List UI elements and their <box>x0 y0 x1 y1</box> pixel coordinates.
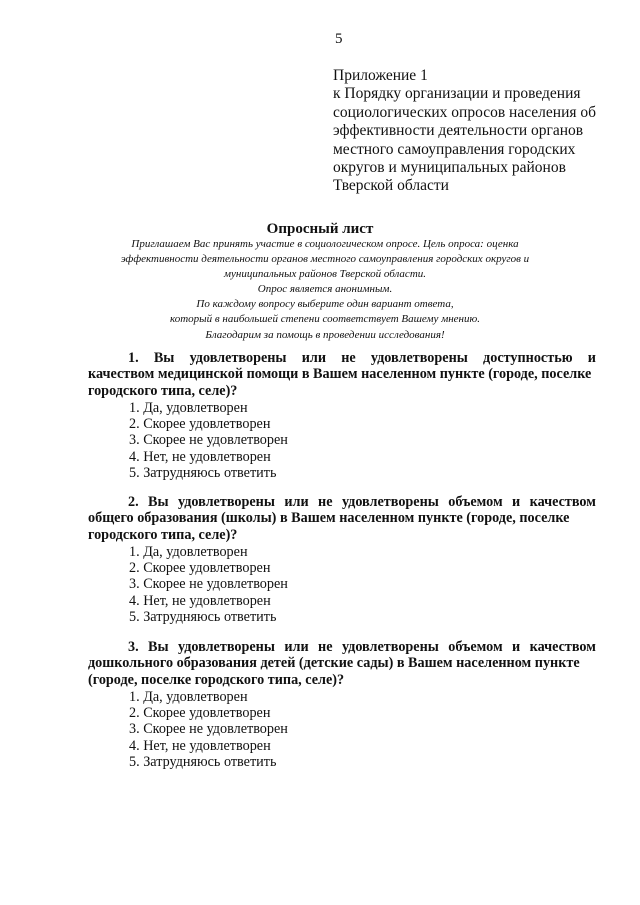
answer-option[interactable]: 2. Скорее удовлетворен <box>129 416 271 433</box>
question-text <box>88 350 596 399</box>
question-line: общего образования (школы) в Вашем населенном пункте (городе, поселке <box>88 510 570 527</box>
intro-line: Опрос является анонимным. <box>257 283 393 296</box>
appendix-line: к Порядку организации и проведения <box>333 85 581 103</box>
question-line: (городе, поселке городского типа, селе)? <box>88 671 345 688</box>
intro-line: По каждому вопросу выберите один вариант ответа, <box>196 298 454 311</box>
appendix-line: округов и муниципальных районов <box>333 159 566 177</box>
question-word: объемом <box>448 494 503 510</box>
question-word: или <box>284 639 309 655</box>
appendix-line: Приложение 1 <box>333 67 428 84</box>
answer-option[interactable]: 1. Да, удовлетворен <box>129 688 248 705</box>
question-word: удовлетворены <box>178 639 275 655</box>
question-line: городского типа, селе)? <box>88 526 238 543</box>
answer-option[interactable]: 5. Затрудняюсь ответить <box>129 464 277 481</box>
survey-question <box>88 350 596 481</box>
answer-option[interactable]: 2. Скорее удовлетворен <box>129 560 271 577</box>
intro-line: Благодарим за помощь в проведении исследования! <box>205 328 445 341</box>
question-word: Вы <box>153 350 175 366</box>
question-word: не <box>318 639 333 655</box>
question-word: Вы <box>148 494 169 510</box>
answer-option[interactable]: 4. Нет, не удовлетворен <box>129 737 271 754</box>
survey-question <box>88 494 596 625</box>
question-word: и <box>512 494 521 510</box>
survey-question <box>88 639 596 770</box>
answer-option[interactable]: 2. Скорее удовлетворен <box>129 705 271 722</box>
question-line: дошкольного образования детей (детские сады) в Вашем населенном пункте <box>88 655 580 672</box>
question-number: 2. <box>128 494 139 510</box>
question-word: удовлетворены <box>370 350 468 366</box>
answer-option[interactable]: 1. Да, удовлетворен <box>129 399 248 416</box>
question-word: не <box>341 350 356 366</box>
intro-line: муниципальных районов Тверской области. <box>223 268 427 281</box>
question-word: качеством <box>529 639 596 655</box>
question-line: городского типа, селе)? <box>88 382 238 399</box>
answer-option[interactable]: 5. Затрудняюсь ответить <box>129 753 277 770</box>
intro-line: эффективности деятельности органов местного самоуправления городских округов и <box>120 253 530 266</box>
question-number: 3. <box>128 639 139 655</box>
intro-line: Приглашаем Вас принять участие в социологическом опросе. Цель опроса: оценка <box>131 238 519 250</box>
answer-option[interactable]: 4. Нет, не удовлетворен <box>129 448 271 465</box>
question-word: или <box>284 494 309 510</box>
question-text <box>88 494 596 543</box>
question-word: и <box>512 639 521 655</box>
question-word: удовлетворены <box>341 639 439 655</box>
question-number: 1. <box>128 350 139 366</box>
page-number: 5 <box>335 31 343 47</box>
answer-option[interactable]: 1. Да, удовлетворен <box>129 543 248 560</box>
answer-option[interactable]: 5. Затрудняюсь ответить <box>129 608 277 625</box>
question-word: или <box>301 350 327 366</box>
question-word: и <box>587 350 596 366</box>
answer-option[interactable]: 4. Нет, не удовлетворен <box>129 592 271 609</box>
appendix-line: социологических опросов населения об <box>333 103 597 121</box>
question-word: удовлетворены <box>341 494 439 510</box>
question-word: Вы <box>148 639 169 655</box>
question-word: доступностью <box>483 350 573 366</box>
answer-options <box>88 689 596 770</box>
answer-options <box>88 544 596 625</box>
appendix-line: Тверской области <box>333 177 449 195</box>
question-word: качеством <box>529 494 596 510</box>
appendix-line: местного самоуправления городских <box>333 140 576 158</box>
intro-line: который в наибольшей степени соответствует Вашему мнению. <box>169 313 481 326</box>
question-first-line <box>88 639 596 655</box>
answer-option[interactable]: 3. Скорее не удовлетворен <box>129 721 288 738</box>
question-line: качеством медицинской помощи в Вашем населенном пункте (городе, поселке <box>88 366 592 383</box>
question-first-line <box>88 494 596 510</box>
question-first-line <box>88 350 596 366</box>
question-word: удовлетворены <box>178 494 275 510</box>
answer-options <box>88 400 596 481</box>
survey-intro <box>105 237 545 343</box>
appendix-header <box>333 67 623 196</box>
answer-option[interactable]: 3. Скорее не удовлетворен <box>129 576 288 593</box>
question-word: не <box>318 494 333 510</box>
question-text <box>88 639 596 688</box>
question-word: удовлетворены <box>189 350 287 366</box>
appendix-line: эффективности деятельности органов <box>333 122 584 140</box>
question-word: объемом <box>448 639 503 655</box>
answer-option[interactable]: 3. Скорее не удовлетворен <box>129 432 288 449</box>
document-title: Опросный лист <box>266 221 374 237</box>
